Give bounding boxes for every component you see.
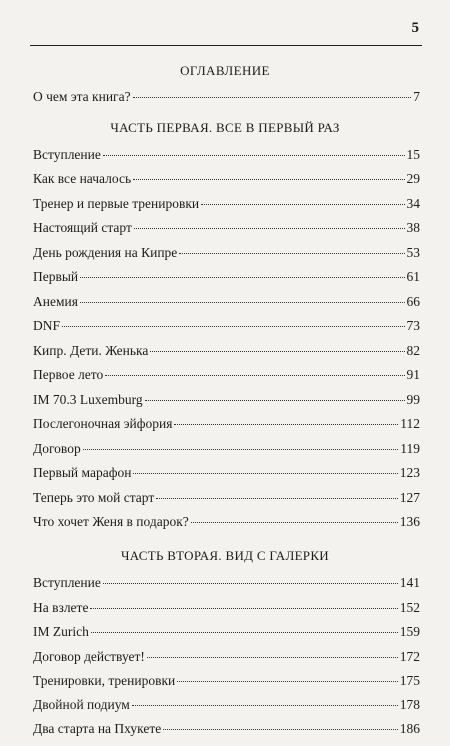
toc-entry <box>33 244 420 262</box>
leader-dots <box>179 253 404 254</box>
leader-dots <box>147 657 398 658</box>
toc-entry-page: 29 <box>406 171 420 186</box>
toc-entry <box>33 623 420 641</box>
toc-entry <box>33 293 420 311</box>
toc-entry-page: 136 <box>399 514 420 529</box>
toc-entry <box>33 415 420 433</box>
toc-entry-label: Как все началось <box>33 171 132 186</box>
toc-entry-page: 73 <box>406 318 420 333</box>
toc-entry-page: 123 <box>399 465 420 480</box>
toc-entry-page: 119 <box>400 441 420 456</box>
toc-entry <box>33 648 420 666</box>
toc-entry <box>33 696 420 714</box>
leader-dots <box>156 498 397 499</box>
leader-dots <box>133 179 404 180</box>
toc-entry-intro <box>33 88 420 106</box>
toc-entry-page: 172 <box>399 649 420 664</box>
toc-entry-page: 61 <box>406 269 420 284</box>
toc-entry <box>33 574 420 592</box>
toc-entry-page: 53 <box>406 245 420 260</box>
toc-entry <box>33 391 420 409</box>
toc-entry-label: Послегоночная эйфория <box>33 416 173 431</box>
part2-title: ЧАСТЬ ВТОРАЯ. ВИД С ГАЛЕРКИ <box>120 548 330 563</box>
toc-entry-label: Вступление <box>33 147 101 162</box>
toc-title: ОГЛАВЛЕНИЕ <box>180 63 270 78</box>
leader-dots <box>133 97 412 98</box>
toc-entry-label: День рождения на Кипре <box>33 245 178 260</box>
leader-dots <box>191 522 398 523</box>
leader-dots <box>62 326 404 327</box>
toc-entry-label: Тренировки, тренировки <box>33 673 176 688</box>
leader-dots <box>163 729 397 730</box>
toc-entry-label: Что хочет Женя в подарок? <box>33 514 189 529</box>
toc-entry-page: 66 <box>406 294 420 309</box>
toc-entry-page: 112 <box>400 416 420 431</box>
toc-entry-page: 152 <box>399 600 420 615</box>
header-rule <box>30 45 422 46</box>
toc-entry-page: 99 <box>406 392 420 407</box>
toc-entry <box>33 513 420 531</box>
toc-entry-page: 178 <box>399 697 420 712</box>
leader-dots <box>132 705 398 706</box>
toc-entry <box>33 146 420 164</box>
leader-dots <box>105 375 404 376</box>
toc-entry <box>33 170 420 188</box>
toc-entry-label: IM 70.3 Luxemburg <box>33 392 143 407</box>
toc-entry <box>33 720 420 738</box>
toc-entry-label: Первый марафон <box>33 465 132 480</box>
leader-dots <box>150 351 404 352</box>
toc-entry-label: Договор <box>33 441 81 456</box>
toc-entry-label: На взлете <box>33 600 89 615</box>
toc-entry-label: Два старта на Пхукете <box>33 721 162 736</box>
toc-entry-label: О чем эта книга? <box>33 89 131 104</box>
toc-entry-label: Договор действует! <box>33 649 145 664</box>
toc-entry-label: Первое лето <box>33 367 104 382</box>
leader-dots <box>90 608 397 609</box>
toc-entry <box>33 464 420 482</box>
toc-entry-page: 82 <box>406 343 420 358</box>
toc-entry-label: Первый <box>33 269 79 284</box>
toc-entry-page: 15 <box>406 147 420 162</box>
leader-dots <box>177 681 398 682</box>
toc-entry-label: Тренер и первые тренировки <box>33 196 200 211</box>
toc-entry-page: 34 <box>406 196 420 211</box>
page-number: 5 <box>411 20 419 36</box>
leader-dots <box>80 302 405 303</box>
leader-dots <box>83 449 399 450</box>
toc-entry-label: DNF <box>33 318 61 333</box>
part1-title: ЧАСТЬ ПЕРВАЯ. ВСЕ В ПЕРВЫЙ РАЗ <box>110 120 340 135</box>
leader-dots <box>134 228 405 229</box>
toc-entry-page: 186 <box>399 721 420 736</box>
toc-entry <box>33 317 420 335</box>
toc-entry-page: 175 <box>399 673 420 688</box>
leader-dots <box>201 204 404 205</box>
toc-entry-page: 7 <box>413 89 420 104</box>
toc-entry <box>33 195 420 213</box>
toc-entry <box>33 342 420 360</box>
toc-entry-label: Теперь это мой старт <box>33 490 155 505</box>
toc-entry <box>33 489 420 507</box>
toc-entry <box>33 440 420 458</box>
toc-entry-page: 159 <box>399 624 420 639</box>
toc-entry-page: 127 <box>399 490 420 505</box>
toc-entry <box>33 599 420 617</box>
leader-dots <box>145 400 405 401</box>
leader-dots <box>174 424 398 425</box>
toc-entry-label: Анемия <box>33 294 78 309</box>
toc-entry-page: 91 <box>406 367 420 382</box>
toc-entry-page: 141 <box>399 575 420 590</box>
toc-entry-label: Двойной подиум <box>33 697 130 712</box>
toc-entry-label: Настоящий старт <box>33 220 132 235</box>
leader-dots <box>91 632 398 633</box>
leader-dots <box>103 583 398 584</box>
toc-entry-label: IM Zurich <box>33 624 89 639</box>
leader-dots <box>133 473 397 474</box>
toc-entry <box>33 672 420 690</box>
toc-entry <box>33 366 420 384</box>
toc-entry-label: Вступление <box>33 575 101 590</box>
toc-entry-page: 38 <box>406 220 420 235</box>
leader-dots <box>103 155 405 156</box>
toc-entry-label: Кипр. Дети. Женька <box>33 343 149 358</box>
toc-entry <box>33 219 420 237</box>
toc-entry <box>33 268 420 286</box>
leader-dots <box>80 277 404 278</box>
